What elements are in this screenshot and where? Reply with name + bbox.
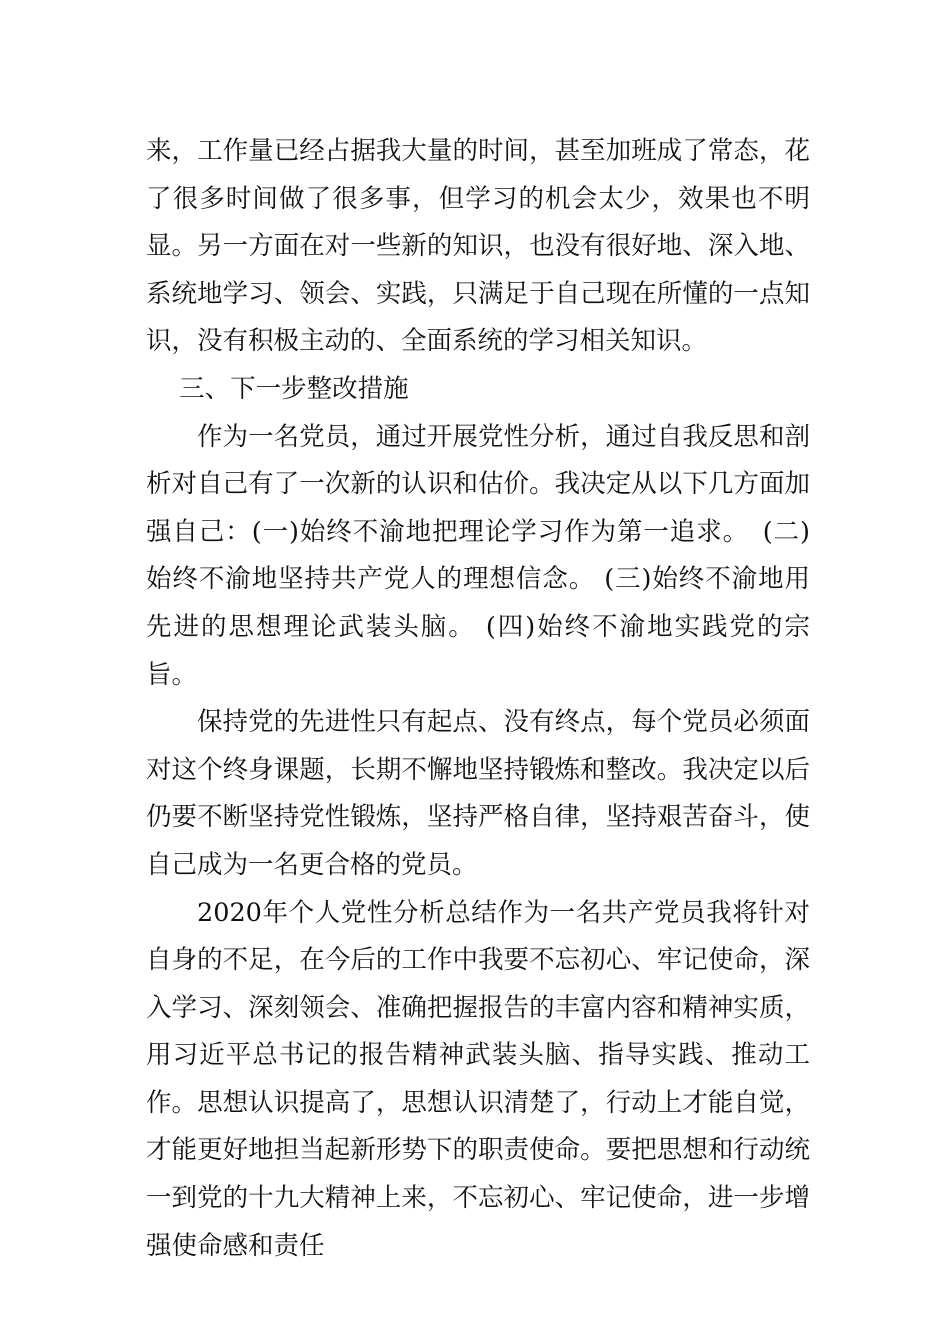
paragraph-improvement-measures: 作为一名党员，通过开展党性分析，通过自我反思和剖析对自己有了一次新的认识和估价。我决定从以下几方面加强自己：(一)始终不渝地把理论学习作为第一追求。 (二)始终不渝地坚持共产党人的理想信念。 (三)始终不渝地用先进的思想理论武装头脑。 (四)始终不渝地实践党的宗旨。 [146,421,810,690]
body-text [146,128,810,1270]
paragraph-summary: 2020年个人党性分析总结作为一名共产党员我将针对自身的不足，在今后的工作中我要不忘初心、牢记使命，深入学习、深刻领会、准确把握报告的丰富内容和精神实质，用习近平总书记的报告精神武装头脑、指导实践、推动工作。思想认识提高了，思想认识清楚了，行动上才能自觉，才能更好地担当起新形势下的职责使命。要把思想和行动统一到党的十九大精神上来，不忘初心、牢记使命，进一步增强使命感和责任 [146,897,810,1261]
section-heading: 三、下一步整改措施 [179,373,409,404]
paragraph-advancement: 保持党的先进性只有起点、没有终点，每个党员必须面对这个终身课题，长期不懈地坚持锻炼和整改。我决定以后仍要不断坚持党性锻炼，坚持严格自律，坚持艰苦奋斗，使自己成为一名更合格的党员。 [146,707,810,880]
paragraph-continuation: 来，工作量已经占据我大量的时间，甚至加班成了常态，花了很多时间做了很多事，但学习的机会太少，效果也不明显。另一方面在对一些新的知识，也没有很好地、深入地、系统地学习、领会、实践，只满足于自己现在所懂的一点知识，没有积极主动的、全面系统的学习相关知识。 [146,136,810,357]
